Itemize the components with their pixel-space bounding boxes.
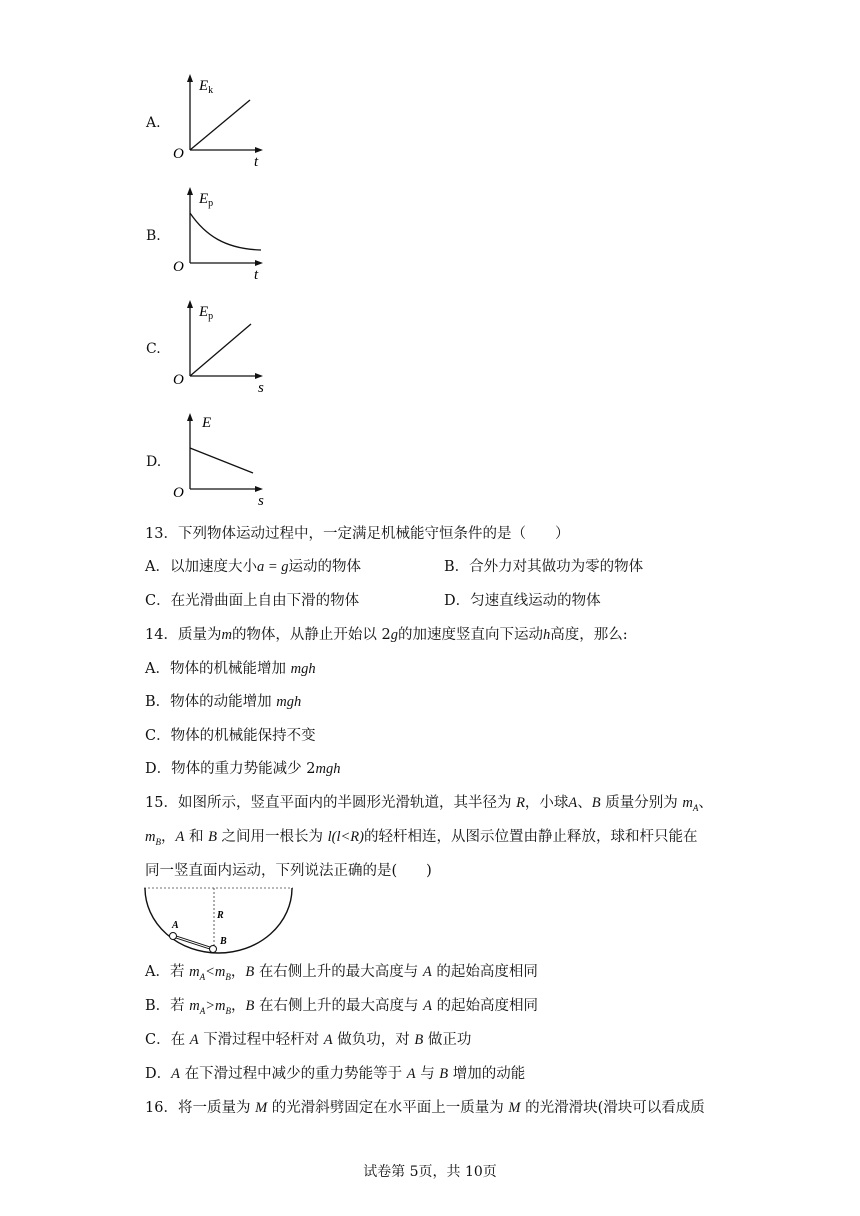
graph-curve — [190, 213, 261, 250]
radius-label: R — [217, 910, 224, 921]
y-axis-arrow-icon — [187, 187, 193, 195]
q15-option-d: D．A 在下滑过程中减少的重力势能等于 A 与 B 增加的动能 — [145, 1066, 526, 1082]
y-axis-arrow-icon — [187, 300, 193, 308]
q15-stem-line2: $m_B$，A 和 B 之间用一根长为 l(l<R)的轻杆相连，从图示位置由静止释放，球和杆只能在 — [145, 829, 698, 847]
page-footer: 试卷第 5页，共 10页 — [363, 1164, 497, 1180]
q16-stem-line1: 16．将一质量为 M 的光滑斜劈固定在水平面上一质量为 M 的光滑滑块(滑块可以看成质 — [145, 1100, 705, 1116]
y-axis-label: $E_p$ — [199, 191, 214, 209]
origin-label: O — [173, 372, 184, 388]
graph-line — [190, 100, 250, 150]
q13-option-b: B．合外力对其做功为零的物体 — [444, 559, 644, 575]
q14-option-b: B．物体的动能增加 mgh — [145, 694, 302, 710]
x-axis-label: s — [258, 493, 264, 509]
origin-label: O — [173, 485, 184, 501]
ball-b — [210, 946, 217, 953]
q14-stem: 14．质量为m的物体，从静止开始以 2g的加速度竖直向下运动h高度，那么: — [145, 627, 628, 643]
q15-option-c: C．在 A 下滑过程中轻杆对 A 做负功，对 B 做正功 — [145, 1032, 472, 1048]
origin-label: O — [173, 259, 184, 275]
q15-option-b: B．若 $m_A>m_B$，B 在右侧上升的最大高度与 A 的起始高度相同 — [145, 998, 539, 1016]
option-d-label: D. — [146, 454, 162, 470]
x-axis-arrow-icon — [255, 147, 263, 153]
x-axis-label: t — [254, 154, 259, 170]
q14-option-a: A．物体的机械能增加 mgh — [145, 661, 316, 677]
y-axis-label: $E_p$ — [199, 304, 214, 322]
q14-option-d: D．物体的重力势能减少 2mgh — [145, 761, 341, 777]
y-axis-label: $E_k$ — [199, 78, 214, 96]
ball-a-label: A — [172, 920, 179, 931]
q13-option-d: D．匀速直线运动的物体 — [444, 593, 601, 609]
graph-b — [165, 185, 275, 289]
semicircle-track-diagram — [143, 886, 298, 960]
y-axis-arrow-icon — [187, 413, 193, 421]
graph-c — [165, 298, 275, 402]
q13-option-c: C．在光滑曲面上自由下滑的物体 — [145, 593, 360, 609]
ball-b-label: B — [220, 936, 227, 947]
q13-stem: 13．下列物体运动过程中，一定满足机械能守恒条件的是（ ） — [145, 526, 570, 542]
origin-label: O — [173, 146, 184, 162]
option-b-label: B. — [146, 228, 161, 244]
option-a-label: A. — [146, 115, 161, 131]
graph-a — [165, 72, 275, 176]
y-axis-arrow-icon — [187, 74, 193, 82]
q15-option-a: A．若 $m_A<m_B$，B 在右侧上升的最大高度与 A 的起始高度相同 — [145, 964, 538, 982]
q15-stem-line3: 同一竖直面内运动，下列说法正确的是( ) — [145, 863, 432, 879]
q13-option-a: A．以加速度大小a = g运动的物体 — [145, 559, 362, 575]
x-axis-arrow-icon — [255, 486, 263, 492]
q14-option-c: C．物体的机械能保持不变 — [145, 728, 316, 744]
x-axis-label: s — [258, 380, 264, 396]
graph-d — [165, 411, 275, 515]
x-axis-arrow-icon — [255, 373, 263, 379]
x-axis-label: t — [254, 267, 259, 283]
q15-stem-line1: 15．如图所示，竖直平面内的半圆形光滑轨道，其半径为 R，小球A、B 质量分别为 $m_A$、 — [145, 795, 713, 813]
y-axis-label: E — [202, 415, 212, 431]
x-axis-arrow-icon — [255, 260, 263, 266]
graph-line — [190, 324, 251, 376]
option-c-label: C. — [146, 341, 161, 357]
graph-line — [190, 448, 253, 473]
ball-a — [170, 933, 177, 940]
